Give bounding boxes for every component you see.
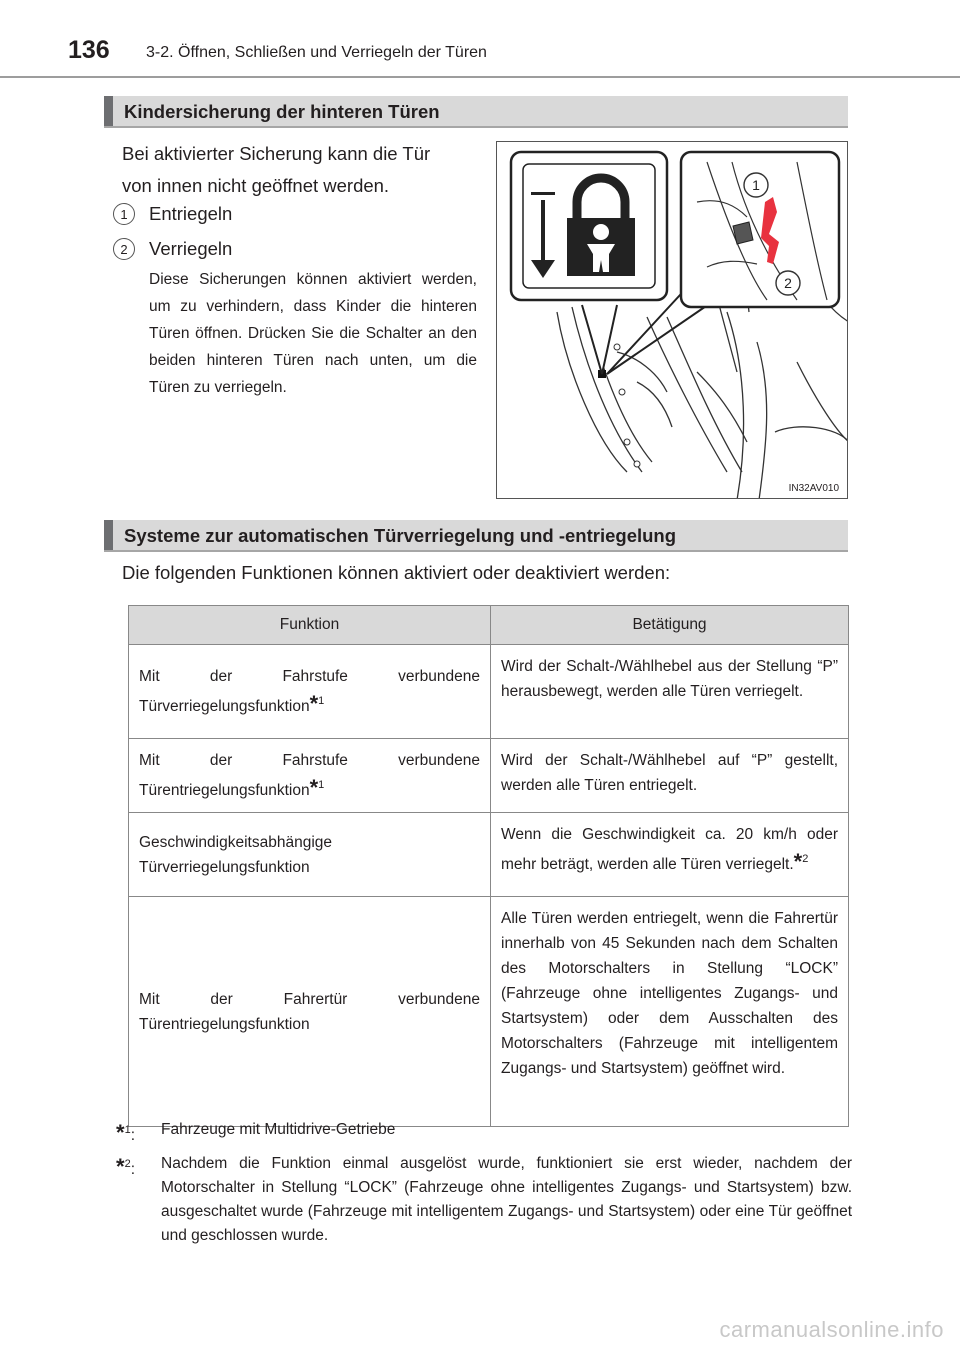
action-cell: Alle Türen werden entriegelt, wenn die Fahrertür innerhalb von 45 Sekunden nach dem Schalten des Motorschalters in Stellung “LOCK” (Fahrzeuge ohne intelligentes Zugangs- und Startsystem) oder dem Ausschalten des Motorschalters (Fahrzeuge mit intelligentem Zugangs- und Startsystem) geöffnet wird. <box>491 897 849 1127</box>
column-header-function: Funktion <box>129 606 491 645</box>
child-lock-illustration <box>496 141 848 499</box>
footnote-2: *$^2$: Nachdem die Funktion einmal ausgelöst wurde, funktioniert sie erst wieder, nachdem der Motorschalter in Stellung “LOCK” (Fahrzeuge ohne intelligentes Zugangs- und Startsystem) bzw. ausgeschaltet wurde (Fahrzeuge mit intelligentem Zugangs- und Startsystem) oder eine Tür geöffnet und geschlossen wurde. <box>116 1154 852 1244</box>
svg-text:1: 1 <box>752 177 760 193</box>
section-heading-child-lock <box>104 96 848 128</box>
column-header-action: Betätigung <box>491 606 849 645</box>
function-cell: Mit der Fahrstufe verbundene Türverriegelungsfunktion*$^1$ <box>129 645 491 739</box>
function-cell: Mit der Fahrstufe verbundene Türentriegelungsfunktion*$^1$ <box>129 739 491 813</box>
table-row <box>129 813 849 897</box>
action-cell: Wird der Schalt-/Wählhebel auf “P” gestellt, werden alle Türen entriegelt. <box>491 739 849 813</box>
svg-text:2: 2 <box>784 275 792 291</box>
table-row <box>129 897 849 1127</box>
step-label: Verriegeln <box>149 238 233 260</box>
section-bar <box>104 520 113 550</box>
intro-line-2: von innen nicht geöffnet werden. <box>122 175 390 196</box>
child-lock-note: Diese Sicherungen können aktiviert werden, um zu verhindern, dass Kinder die hinteren Türen öffnen. Drücken Sie die Schalter an den beiden hinteren Türen nach unten, um die Türen zu verriegeln. <box>149 271 477 396</box>
intro-line-1: Bei aktivierter Sicherung kann die Tür <box>122 143 431 164</box>
page-number: 136 <box>68 36 110 64</box>
table-row <box>129 645 849 739</box>
section-title: Kindersicherung der hinteren Türen <box>124 101 440 122</box>
section-heading-auto-lock <box>104 520 848 552</box>
function-table <box>128 605 849 1127</box>
intro-text <box>122 138 482 202</box>
function-cell: Geschwindigkeitsabhängige Türverriegelungsfunktion <box>129 813 491 897</box>
action-cell: Wenn die Geschwindigkeit ca. 20 km/h oder mehr beträgt, werden alle Türen verriegelt.*$^2$ <box>491 813 849 897</box>
table-row <box>129 739 849 813</box>
callout-2 <box>776 271 800 295</box>
watermark: carmanualsonline.info <box>719 1317 944 1342</box>
function-cell: Mit der Fahrertür verbundene Türentriegelungsfunktion <box>129 897 491 1127</box>
action-cell: Wird der Schalt-/Wählhebel aus der Stellung “P” herausbewegt, werden alle Türen verriegelt. <box>491 645 849 739</box>
chapter-title: 3-2. Öffnen, Schließen und Verriegeln der Türen <box>146 44 487 61</box>
step-label: Entriegeln <box>149 203 233 225</box>
section-bar <box>104 96 113 126</box>
figure-code: IN32AV010 <box>788 483 839 494</box>
section-title: Systeme zur automatischen Türverriegelung und -entriegelung <box>124 525 677 546</box>
door-illustration <box>497 142 848 499</box>
callout-1 <box>744 173 768 197</box>
header-rule <box>0 76 960 78</box>
table-intro: Die folgenden Funktionen können aktiviert oder deaktiviert werden: <box>122 562 671 583</box>
step-number: 2 <box>113 238 135 260</box>
footnote-1: *$^1$: Fahrzeuge mit Multidrive-Getriebe <box>116 1120 396 1145</box>
step-number: 1 <box>113 203 135 225</box>
table-header-row <box>129 606 849 645</box>
step-unlock <box>113 202 232 225</box>
step-lock <box>113 237 232 260</box>
